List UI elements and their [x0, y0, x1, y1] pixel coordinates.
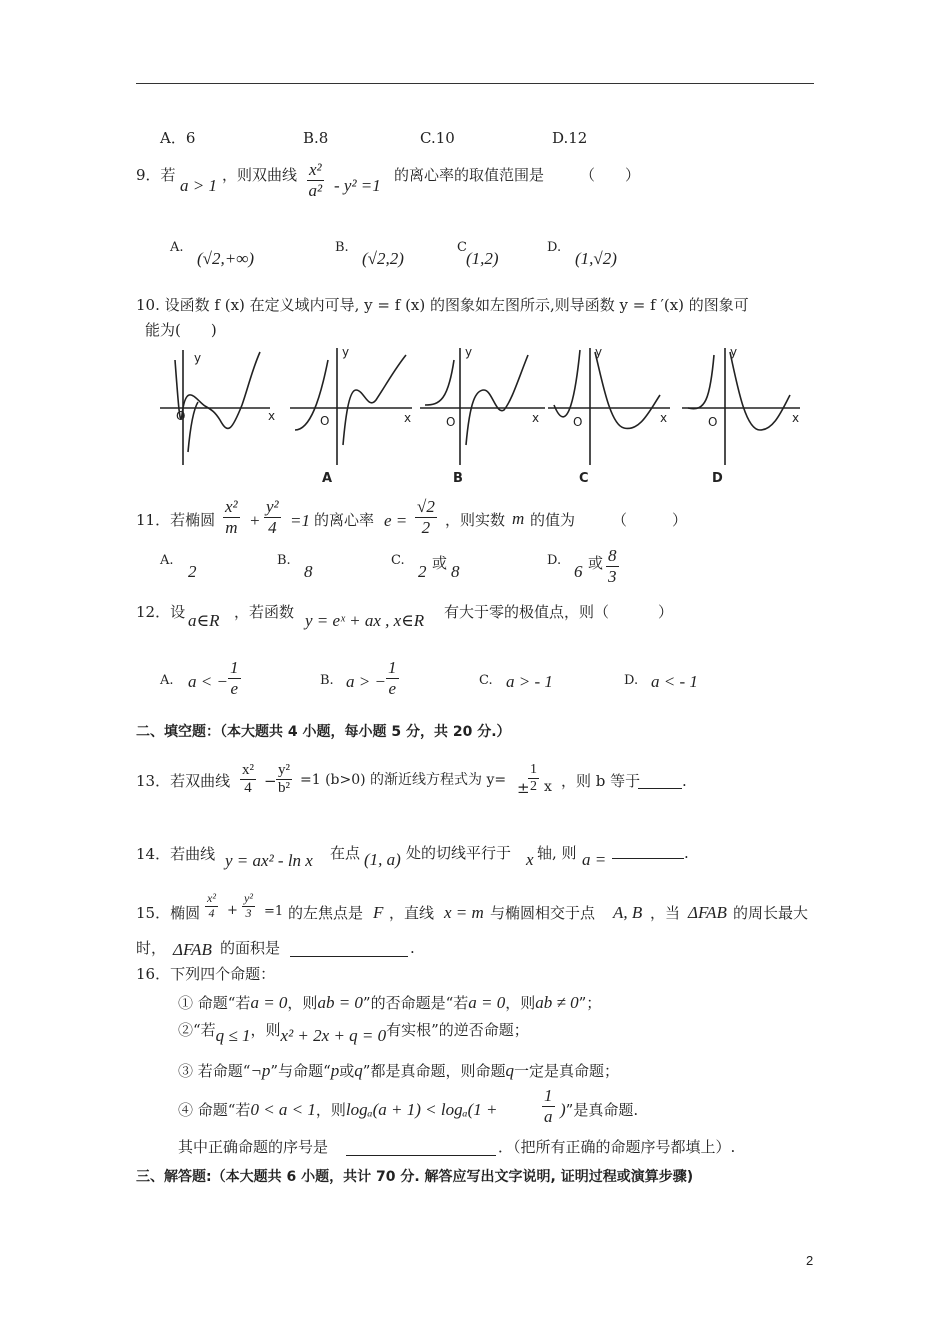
q12-a-label: A.	[160, 673, 174, 688]
header-rule	[136, 83, 814, 84]
q13-minus: −	[264, 772, 277, 790]
q16-last-suffix: ．（把所有正确的命题序号都填上）.	[498, 1138, 736, 1156]
q11-eq1: =1	[290, 511, 310, 530]
q16-i2-a: ②“若	[178, 1021, 216, 1039]
q11-d-den: 3	[608, 566, 617, 586]
q11-text-2: ，则实数	[445, 511, 506, 529]
q15-line2-triangle: ΔFAB	[173, 940, 212, 959]
q15-F: F	[373, 903, 384, 922]
q13-number: 13．若双曲线	[136, 772, 231, 790]
q12-text-1: ，若函数	[234, 603, 295, 621]
graph-label-b: B	[453, 471, 463, 486]
q11-paren: （ ）	[612, 511, 688, 529]
q12-condition: a∈R	[188, 611, 220, 630]
q15-fraction-1	[203, 892, 220, 921]
q14-text-1: 在点	[330, 844, 361, 862]
q15-line2-text: 的面积是	[220, 939, 281, 957]
q9-option-c-value: (1,2)	[466, 249, 499, 268]
q16-i4-a: ④ 命题“若	[178, 1101, 251, 1119]
q16-i1-h: ab ≠ 0	[535, 993, 579, 1012]
graph-label-a: A	[322, 471, 333, 486]
q15-end: .	[410, 939, 415, 957]
q14-text-2: 处的切线平行于	[406, 844, 512, 862]
q9-option-b-label: B.	[335, 240, 349, 255]
q16-i1-g: ，则	[505, 994, 536, 1012]
q16-i4-num: 1	[544, 1086, 553, 1105]
q9-option-b-value: (√2,2)	[362, 249, 404, 268]
q9-option-a-value: (√2,+∞)	[197, 249, 254, 268]
q13-frac3-den: 2	[530, 779, 537, 795]
q16-i1-i: ”；	[578, 994, 602, 1012]
q16-i3-e: 或	[339, 1062, 355, 1080]
q16-i3-b: ¬p	[250, 1061, 271, 1080]
q9-numerator: x²	[309, 160, 322, 179]
q12-c-value: a > - 1	[506, 672, 553, 691]
q9-number: 9．若	[136, 166, 176, 184]
q16-title: 16．下列四个命题：	[136, 965, 276, 983]
q16-i4-tail	[560, 1100, 638, 1120]
q16-i3-h: q	[505, 1061, 514, 1080]
graph-c-axis-x: x	[660, 411, 668, 425]
q12-b-fraction	[384, 658, 401, 698]
q9-option-d-value: (1,√2)	[575, 249, 617, 268]
q9-fraction	[305, 160, 326, 200]
q10-line2: 能为( )	[145, 321, 217, 339]
q9-option-c-label: C	[457, 240, 467, 255]
q13-answer-blank[interactable]	[638, 788, 682, 789]
q11-a-value: 2	[188, 562, 197, 581]
q16-i4-f: ”是真命题.	[565, 1101, 639, 1119]
graph-b	[420, 348, 545, 465]
q16-item4	[178, 1100, 497, 1120]
q11-fraction-2	[262, 497, 283, 537]
q16-answer-blank[interactable]	[346, 1155, 496, 1156]
graph-b-axis-x: x	[532, 411, 540, 425]
q13-condition: =1 (b>0) 的渐近线方程式为 y=	[300, 772, 507, 788]
graph-c-origin: O	[573, 415, 583, 429]
q11-d-label: D.	[547, 553, 562, 568]
q12-b-label: B.	[320, 673, 334, 688]
q15-frac1-den: 4	[208, 905, 215, 920]
q16-i3-f: q	[354, 1061, 363, 1080]
q11-b-value: 8	[304, 562, 313, 581]
q12-b-den: e	[388, 678, 397, 698]
q14-answer-blank[interactable]	[612, 858, 684, 859]
q13-frac3-num: 1	[528, 762, 539, 779]
graph-b-axis-y: y	[465, 345, 473, 359]
q8-option-b: B.8	[303, 129, 329, 147]
q14-a: a =	[582, 850, 607, 869]
q12-b-prefix: a > −	[346, 672, 386, 691]
graph-original-axis-x: x	[268, 409, 276, 423]
graph-original	[160, 350, 270, 465]
section-2-heading: 二、填空题：（本大题共 4 小题，每小题 5 分，共 20 分.）	[136, 724, 511, 740]
q11-b-label: B.	[277, 553, 291, 568]
q13-frac1-num: x²	[240, 762, 256, 780]
graph-d-axis-x: x	[792, 411, 800, 425]
q12-d-value: a < - 1	[651, 672, 698, 691]
q16-i4-e: )	[560, 1100, 566, 1119]
q15-eq1: =1	[264, 904, 284, 919]
section-3-heading: 三、解答题:（本大题共 6 小题，共计 70 分. 解答应写出文字说明, 证明过程或演算步骤)	[136, 1169, 694, 1185]
q14-x: x	[526, 850, 534, 869]
q13-frac2-den: b²	[278, 780, 290, 797]
q10-line1: 10. 设函数 f (x) 在定义域内可导, y = f (x) 的图象如左图所示,则导函数 y = f ′(x) 的图象可	[136, 296, 749, 314]
q11-d-fraction	[604, 546, 621, 586]
q11-a-label: A.	[160, 553, 174, 568]
q15-triangle: ΔFAB	[688, 903, 727, 922]
q11-frac2-den: 4	[268, 517, 277, 537]
graph-label-d: D	[712, 471, 723, 486]
q15-text-1: 的左焦点是	[288, 904, 364, 922]
q12-a-den: e	[230, 678, 239, 698]
q15-plus: +	[227, 903, 238, 918]
graph-d-axis-y: y	[730, 345, 738, 359]
q11-fraction-1	[221, 497, 242, 537]
q11-fraction-e	[413, 497, 439, 537]
q11-c-or: 或	[432, 554, 448, 572]
q11-frac2-num: y²	[266, 497, 279, 516]
q11-c-label: C.	[391, 553, 405, 568]
q12-a-fraction	[226, 658, 243, 698]
q12-function: y = eˣ + ax , x∈R	[305, 611, 425, 630]
q12-a-num: 1	[230, 658, 239, 677]
graph-c-axis-y: y	[595, 345, 603, 359]
q14-text-3: 轴, 则	[537, 844, 577, 862]
q13-text-2: ，则 b 等于	[561, 772, 641, 790]
q8-option-c: C.10	[420, 129, 455, 147]
graph-b-origin: O	[446, 415, 456, 429]
q11-plus: +	[249, 511, 261, 530]
q10-graphs	[150, 340, 820, 490]
q11-e: e =	[384, 511, 408, 530]
q15-text-4: ，当	[650, 904, 681, 922]
q16-i2-d: x² + 2x + q = 0	[280, 1026, 387, 1045]
q16-i3-i: 一定是真命题；	[513, 1062, 619, 1080]
graph-a-origin: O	[320, 414, 330, 428]
q11-frac1-den: m	[225, 517, 238, 537]
q13-pm: ±	[517, 779, 530, 797]
q13-fraction-1	[238, 762, 258, 798]
graph-a-axis-y: y	[342, 345, 350, 359]
q8-option-d: D.12	[552, 129, 588, 147]
q15-answer-blank[interactable]	[290, 956, 408, 957]
q16-i1-b: a = 0	[250, 993, 288, 1012]
q16-i3-g: ”都是真命题，则命题	[362, 1062, 506, 1080]
q15-text-3: 与椭圆相交于点	[490, 904, 596, 922]
q14-function: y = ax² - ln x	[225, 851, 313, 870]
q11-text-3: 的值为	[530, 511, 576, 529]
graph-d	[682, 348, 800, 465]
q11-text-1: 的离心率	[314, 511, 375, 529]
q13-frac2-num: y²	[276, 762, 292, 780]
q16-item2	[178, 1020, 529, 1045]
q11-c-value-2: 8	[451, 562, 460, 581]
q15-number: 15．椭圆	[136, 904, 201, 922]
graph-label-c: C	[579, 471, 589, 486]
q9-answer-paren: （ ）	[580, 166, 641, 184]
q14-point: (1, a)	[364, 850, 401, 869]
q14-number: 14．若曲线	[136, 845, 216, 863]
q12-number: 12．设	[136, 603, 186, 621]
q13-x: x	[544, 779, 552, 795]
graph-c	[548, 348, 670, 465]
q16-i4-fraction	[540, 1086, 557, 1126]
graph-a	[290, 348, 412, 465]
graph-d-origin: O	[708, 415, 718, 429]
q9-denominator: a²	[308, 180, 323, 200]
q16-i4-b: 0 < a < 1	[250, 1100, 316, 1119]
q16-i2-c: ，则	[250, 1021, 281, 1039]
q15-frac2-den: 3	[245, 905, 252, 920]
q12-paren-end: ）	[628, 603, 674, 621]
q13-end: .	[682, 772, 687, 790]
q16-i4-d: logₐ(a + 1) < logₐ(1 +	[345, 1100, 498, 1119]
q16-i1-e: ”的否命题是“若	[362, 994, 469, 1012]
q16-i2-e: 有实根”的逆否命题；	[386, 1021, 529, 1039]
q9-equation-rest: - y² =1	[334, 176, 381, 195]
q16-i3-c: ”与命题“	[270, 1062, 331, 1080]
page-number: 2	[806, 1253, 814, 1268]
graph-original-origin: O	[176, 409, 186, 423]
q8-option-a: A．6	[160, 129, 196, 147]
graph-original-axis-y: y	[194, 351, 202, 365]
q15-text-2: ，直线	[389, 904, 435, 922]
q16-last-prefix: 其中正确命题的序号是	[178, 1138, 329, 1156]
q16-i4-den: a	[544, 1106, 553, 1126]
q11-c-value-1: 2	[418, 562, 427, 581]
q16-i1-d: ab = 0	[317, 993, 363, 1012]
q12-text-2: 有大于零的极值点，则（	[444, 603, 610, 621]
q13-frac1-den: 4	[244, 780, 252, 797]
q11-d-value-1: 6	[574, 562, 583, 581]
q13-fraction-3	[526, 762, 541, 795]
q11-number: 11．若椭圆	[136, 511, 216, 529]
q11-frac1-num: x²	[225, 497, 238, 516]
q16-i3-d: p	[330, 1061, 340, 1080]
q12-a-prefix: a < −	[188, 672, 228, 691]
q16-i4-c: ，则	[315, 1101, 346, 1119]
q11-e-num: √2	[417, 497, 435, 516]
q11-m: m	[512, 509, 525, 528]
q14-end: .	[684, 844, 689, 862]
q9-option-a-label: A.	[170, 240, 184, 255]
q16-i3-a: ③ 若命题“	[178, 1062, 251, 1080]
q9-text: ，则双曲线	[222, 166, 298, 184]
q16-item1	[178, 993, 601, 1013]
q15-text-5: 的周长最大	[733, 904, 809, 922]
q16-i1-f: a = 0	[468, 993, 506, 1012]
q12-d-label: D.	[624, 673, 639, 688]
q12-c-label: C.	[479, 673, 493, 688]
q15-frac1-num: x²	[207, 891, 216, 905]
q15-line: x = m	[444, 903, 484, 922]
q16-i2-b: q ≤ 1	[215, 1026, 251, 1045]
q16-i1-c: ，则	[287, 994, 318, 1012]
q11-d-or: 或	[588, 554, 604, 572]
q16-item3	[178, 1061, 619, 1081]
graph-a-axis-x: x	[404, 411, 412, 425]
q9-question-text: 的离心率的取值范围是	[394, 166, 545, 184]
q9-condition: a > 1	[180, 176, 217, 195]
q15-AB: A, B	[613, 903, 643, 922]
q15-frac2-num: y²	[244, 891, 253, 905]
q11-e-den: 2	[421, 517, 431, 537]
q15-line2-prefix: 时，	[136, 939, 167, 957]
q13-fraction-2	[274, 762, 294, 798]
q15-fraction-2	[240, 892, 257, 921]
q9-option-d-label: D.	[547, 240, 562, 255]
q11-d-num: 8	[608, 546, 617, 565]
q12-b-num: 1	[388, 658, 397, 677]
q16-i1-a: ① 命题“若	[178, 994, 251, 1012]
